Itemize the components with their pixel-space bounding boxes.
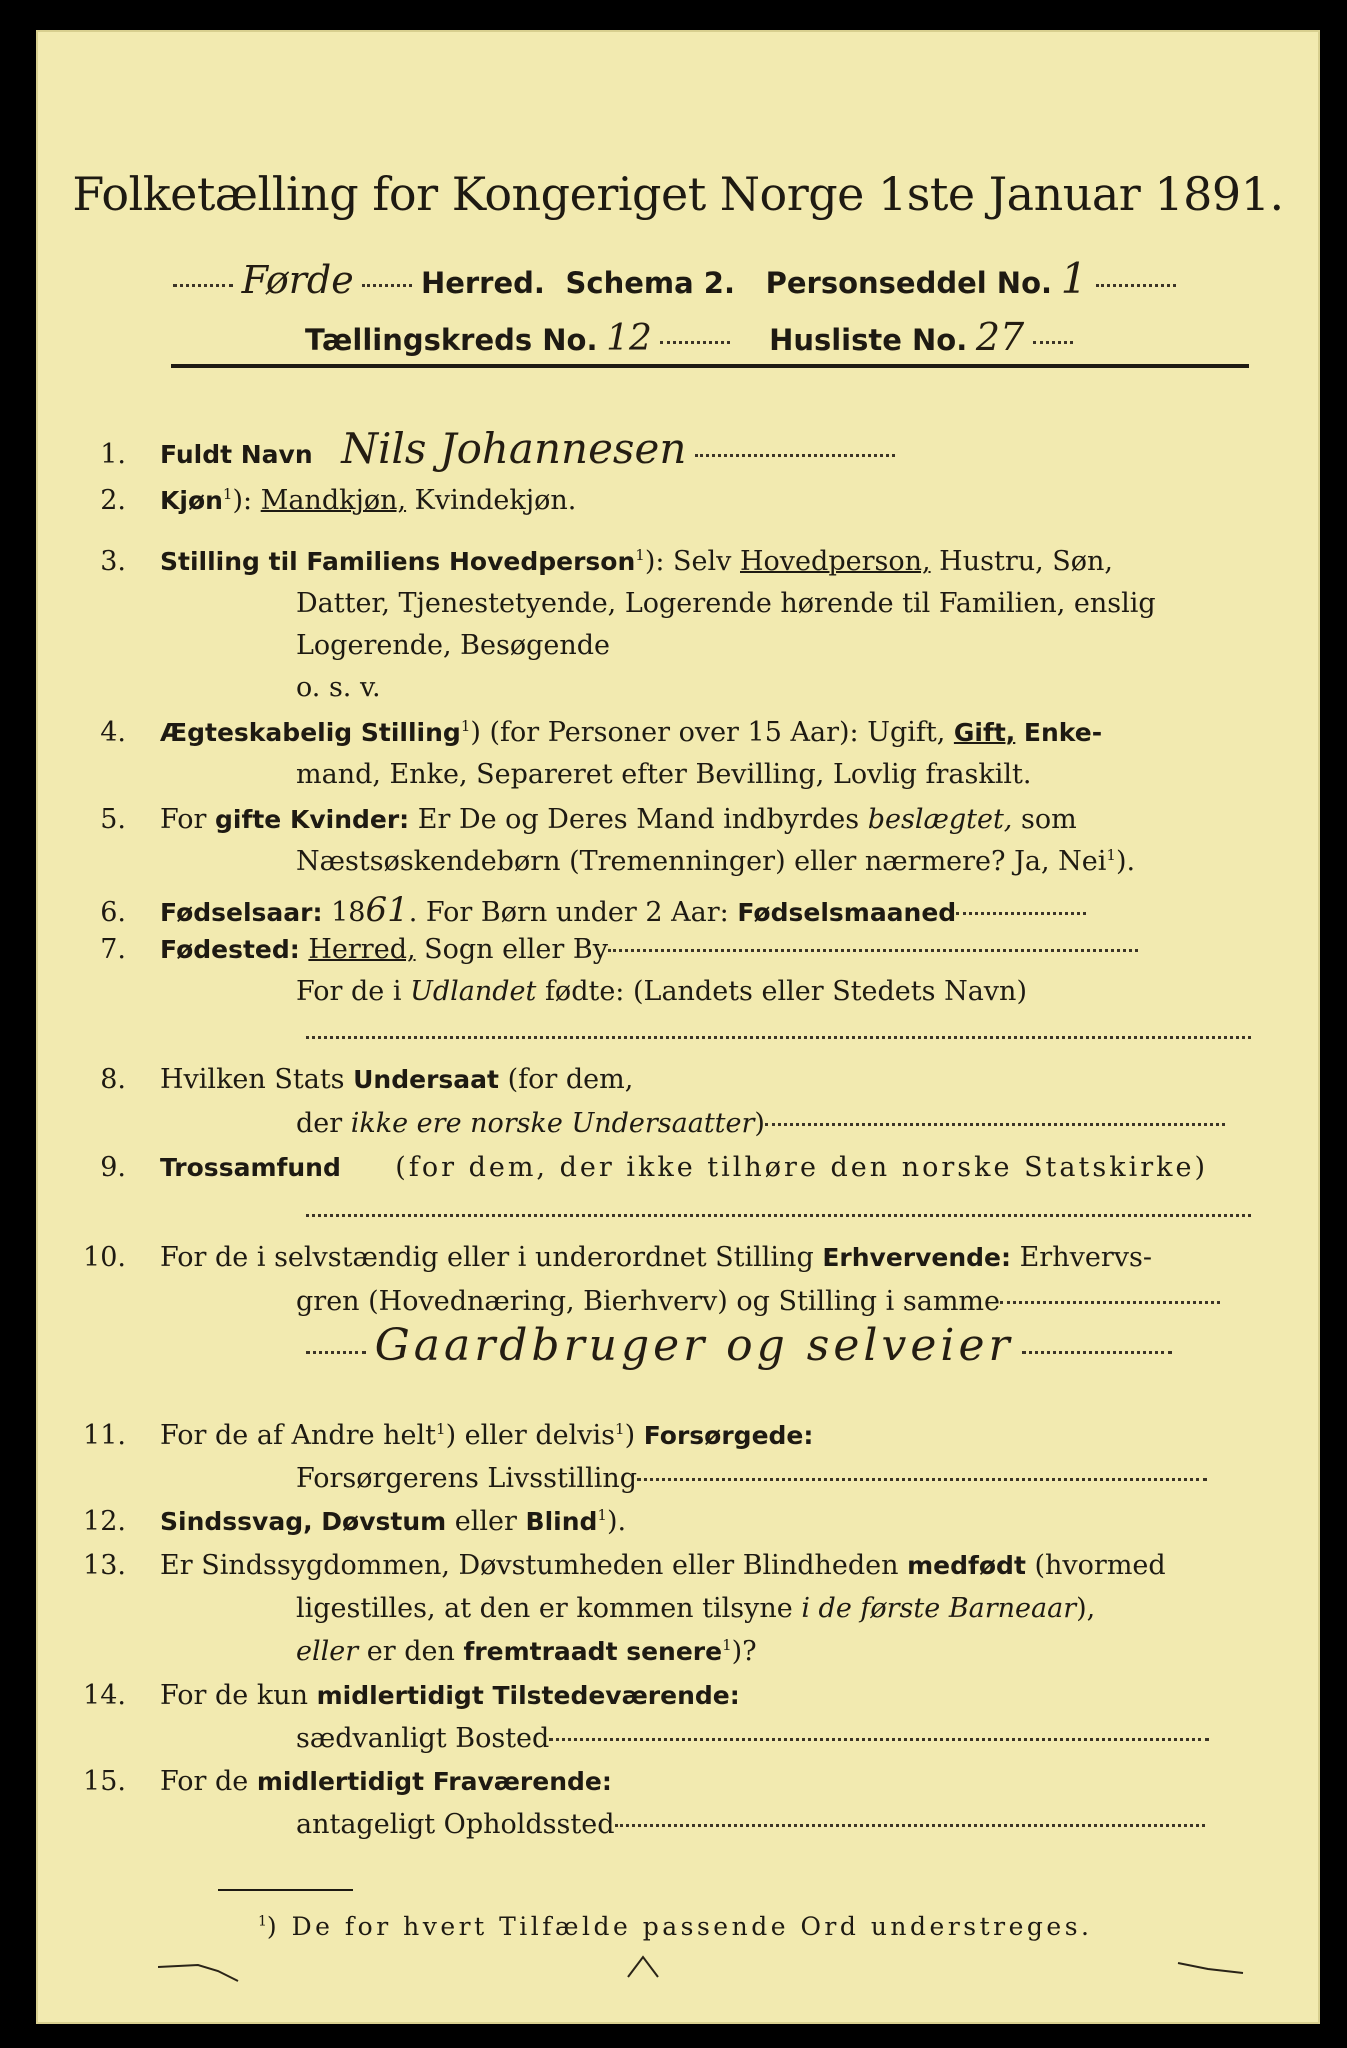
q2-opt-female: Kvindekjøn.	[414, 485, 577, 516]
q12-text: eller	[446, 1506, 526, 1537]
q11-sup-b: 1	[615, 1420, 625, 1438]
q13-line3-label: fremtraadt senere	[463, 1637, 723, 1666]
q3-text-b: Hustru, Søn,	[939, 546, 1113, 577]
q6-prefix: 18	[322, 897, 366, 928]
q13-text-b: (hvormed	[1025, 1550, 1166, 1581]
printer-marks	[158, 1947, 1258, 1987]
q2-num: 2.	[100, 485, 126, 516]
q1-num: 1.	[100, 439, 126, 470]
q14-line2-text: sædvanligt Bosted	[296, 1723, 550, 1754]
schema-label: Schema 2.	[565, 266, 735, 300]
q12-sup: 1	[597, 1506, 607, 1524]
q13-label: medfødt	[907, 1551, 1026, 1580]
q10-row	[38, 1242, 1318, 1273]
husliste-label: Husliste No.	[769, 323, 968, 357]
husliste-value: 27	[975, 315, 1025, 359]
herred-value: Førde	[241, 258, 354, 302]
q6-num: 6.	[100, 897, 126, 928]
q7-line2a: For de i	[296, 976, 411, 1007]
q12-end: ).	[606, 1506, 627, 1537]
q3-text-a: ): Selv	[644, 546, 740, 577]
q13-line2-italic: i de første Barneaar	[801, 1593, 1077, 1624]
q14-row	[38, 1680, 1318, 1711]
q5-end: ).	[1115, 846, 1136, 877]
taellingskreds-line	[305, 315, 1318, 359]
q11-sup-a: 1	[436, 1420, 446, 1438]
q13-line2a: ligestilles, at den er kommen tilsyne	[296, 1593, 802, 1624]
q2-sup: 1	[222, 485, 233, 503]
q8-line2	[296, 1108, 1318, 1139]
q9-blank	[306, 1214, 1251, 1217]
q3-num: 3.	[100, 546, 126, 577]
q3-line2: Datter, Tjenestetyende, Logerende hørende til Familien, enslig	[296, 588, 1156, 619]
q8-line2-italic: ikke ere norske Undersaatter	[350, 1108, 755, 1139]
q8-num: 8.	[100, 1064, 126, 1095]
herred-label: Herred.	[420, 266, 545, 300]
q15-num: 15.	[83, 1766, 126, 1797]
q13-line2	[296, 1593, 1318, 1624]
q9-row	[38, 1152, 1208, 1183]
personseddel-label: Personseddel No.	[765, 266, 1053, 300]
q13-line3	[296, 1636, 1318, 1667]
form-title: Folketælling for Kongeriget Norge 1ste Januar 1891.	[72, 167, 1284, 221]
q9-label: Trossamfund	[160, 1153, 341, 1182]
q13-num: 13.	[83, 1550, 126, 1581]
q5-num: 5.	[100, 804, 126, 835]
q7-text: Sogn eller By	[415, 934, 608, 965]
q10-line2-text: gren (Hovednæring, Bierhverv) og Stilling i samme	[296, 1286, 1001, 1317]
q5-line2	[296, 846, 1318, 877]
q11-num: 11.	[83, 1420, 126, 1451]
q8-line2b: )	[754, 1108, 765, 1139]
q5-sup: 1	[1106, 846, 1116, 864]
q7-row	[38, 934, 1318, 965]
q7-blank	[306, 1036, 1251, 1039]
q13-row	[38, 1550, 1318, 1581]
q6-label2: Fødselsmaaned	[737, 898, 957, 927]
q14-label: midlertidigt Tilstedeværende:	[316, 1681, 740, 1710]
taellingskreds-value: 12	[606, 318, 652, 359]
q15-line2	[296, 1809, 1318, 1840]
q13-line2b: ),	[1076, 1593, 1096, 1624]
q13-text-a: Er Sindssygdommen, Døvstumheden eller Blindheden	[160, 1550, 908, 1581]
q7-line2b: fødte: (Landets eller Stedets Navn)	[536, 976, 1027, 1007]
q4-label: Ægteskabelig Stilling	[160, 718, 461, 747]
q1-value: Nils Johannesen	[341, 424, 687, 473]
q10-line3	[306, 1320, 1318, 1371]
q5-text-b: Er De og Deres Mand indbyrdes	[409, 804, 868, 835]
q8-text-b: (for dem,	[498, 1064, 634, 1095]
q8-label: Undersaat	[353, 1065, 499, 1094]
q6-value: 61	[365, 890, 409, 930]
q9-num: 9.	[100, 1152, 126, 1183]
q13-line3-end: )?	[731, 1636, 757, 1667]
q1-row	[38, 424, 1318, 473]
q12-num: 12.	[83, 1506, 126, 1537]
q13-line3-italic: eller	[296, 1636, 359, 1667]
q15-text: For de	[160, 1766, 257, 1797]
q13-sup: 1	[722, 1636, 732, 1654]
q5-row	[38, 804, 1318, 835]
herred-line	[173, 254, 1208, 303]
q8-text-a: Hvilken Stats	[160, 1064, 354, 1095]
q11-text-b: ) eller delvis	[445, 1420, 616, 1451]
personseddel-value: 1	[1060, 254, 1088, 303]
q5-text-a: For	[160, 804, 216, 835]
q5-line2-text: Næstsøskendebørn (Tremenninger) eller nærmere? Ja, Nei	[296, 846, 1107, 877]
q5-italic: beslægtet,	[867, 804, 1013, 835]
q11-row: 11. For de af Andre helt$^1$) eller delvis$^1$) Forsørgede:	[38, 1420, 1318, 1451]
q8-line2a: der	[296, 1108, 351, 1139]
header-rule	[171, 364, 1249, 368]
q3-line3: Logerende, Besøgende	[296, 630, 610, 661]
q10-text-a: For de i selvstændig eller i underordnet Stilling	[160, 1242, 823, 1273]
footnote-sup: 1	[258, 1913, 267, 1930]
q8-row	[38, 1064, 1318, 1095]
q10-num: 10.	[83, 1242, 126, 1273]
q4-text-a: ) (for Personer over 15 Aar): Ugift,	[470, 717, 954, 748]
q11-text-a: For de af Andre helt	[160, 1420, 437, 1451]
q7-num: 7.	[100, 934, 126, 965]
q9-text: (for dem, der ikke tilhøre den norske Statskirke)	[395, 1152, 1208, 1183]
q15-row	[38, 1766, 1318, 1797]
q15-label: midlertidigt Fraværende:	[256, 1767, 612, 1796]
q11-line2	[296, 1463, 1318, 1494]
q3-sup: 1	[635, 546, 645, 564]
q12-label: Sindssvag, Døvstum	[160, 1507, 447, 1536]
q5-text-c: som	[1012, 804, 1077, 835]
q4-opt: Gift,	[953, 718, 1016, 747]
q7-line2	[296, 976, 1318, 1007]
q4-row	[38, 717, 1318, 748]
q14-num: 14.	[83, 1680, 126, 1711]
q2-text: ):	[232, 485, 261, 516]
q10-line2	[296, 1286, 1318, 1317]
q10-value: Gaardbruger og selveier	[374, 1320, 1014, 1371]
q3-row	[38, 546, 1208, 577]
q2-label: Kjøn	[160, 486, 223, 515]
q10-text-b: Erhvervs-	[1011, 1242, 1152, 1273]
q4-line2: mand, Enke, Separeret efter Bevilling, Lovlig fraskilt.	[296, 759, 1032, 790]
q12-label2: Blind	[525, 1507, 598, 1536]
q12-row	[38, 1506, 1318, 1537]
footnote-rule	[218, 1889, 353, 1891]
q4-text-b: Enke-	[1023, 718, 1103, 747]
footnote	[258, 1912, 1318, 1941]
q6-text: . For Børn under 2 Aar:	[408, 897, 738, 928]
q1-label: Fuldt Navn	[160, 440, 313, 469]
q6-row	[38, 890, 1318, 930]
q2-opt-male: Mandkjøn,	[260, 485, 407, 516]
footnote-text: ) De for hvert Tilfælde passende Ord understreges.	[266, 1912, 1093, 1941]
q4-num: 4.	[100, 717, 126, 748]
q7-line2-italic: Udlandet	[410, 976, 537, 1007]
q3-label: Stilling til Familiens Hovedperson	[160, 547, 636, 576]
q10-label: Erhvervende:	[822, 1243, 1012, 1272]
q2-row	[38, 485, 1318, 516]
q7-label: Fødested:	[160, 935, 300, 964]
q7-opt: Herred,	[308, 934, 416, 965]
q3-opt: Hovedperson,	[740, 546, 931, 577]
q3-line4: o. s. v.	[296, 672, 381, 703]
q6-label: Fødselsaar:	[160, 898, 323, 927]
q4-sup: 1	[460, 717, 471, 735]
q5-label: gifte Kvinder:	[215, 805, 410, 834]
q14-text: For de kun	[160, 1680, 317, 1711]
q11-line2-text: Forsørgerens Livsstilling	[296, 1463, 638, 1494]
census-form	[36, 30, 1320, 2024]
q13-line3a: er den	[358, 1636, 464, 1667]
q14-line2	[296, 1723, 1318, 1754]
q11-label: Forsørgede:	[643, 1421, 814, 1450]
q15-line2-text: antageligt Opholdssted	[296, 1809, 615, 1840]
taellingskreds-label: Tællingskreds No.	[305, 323, 598, 357]
